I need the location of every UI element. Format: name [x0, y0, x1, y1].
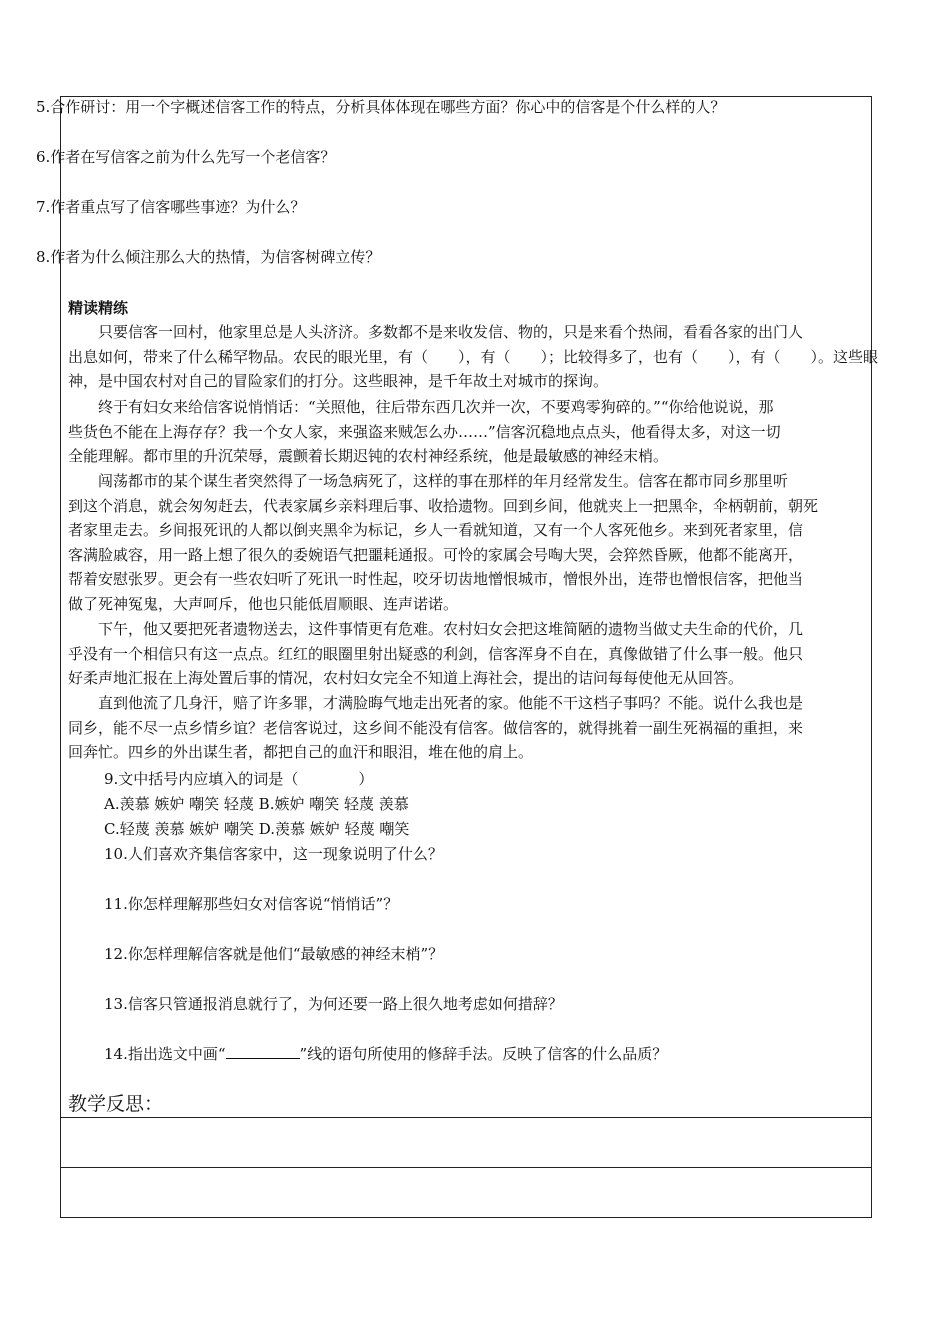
passage-line: 闯荡都市的某个谋生者突然得了一场急病死了，这样的事在那样的年月经常发生。信客在都市同乡那里听 — [68, 472, 789, 490]
passage-paragraph-1 — [68, 320, 879, 394]
passage-paragraph-2 — [68, 395, 866, 469]
passage-line: 神，是中国农村对自己的冒险家们的打分。这些眼神，是千年故土对城市的探询。 — [68, 372, 609, 391]
passage-paragraph-5 — [68, 691, 866, 765]
passage-line: 只要信客一回村，他家里总是人头济济。多数都不是来收发信、物的，只是来看个热闹，看看各家的出门人 — [68, 323, 804, 341]
question-14-prefix: 14.指出选文中画“ — [104, 1045, 226, 1063]
question-14-suffix: ”线的语句所使用的修辞手法。反映了信客的什么品质？ — [299, 1045, 668, 1063]
table-row-divider — [60, 1117, 872, 1118]
passage-line: 乎没有一个相信只有这一点点。红红的眼圈里射出疑惑的利剑，信客浑身不自在，真像做错了什么事一般。他只 — [68, 644, 804, 663]
passage-line: 出息如何，带来了什么稀罕物品。农民的眼光里，有（ ），有（ ）；比较得多了，也有（ ），有（ ）。这些眼 — [68, 347, 879, 366]
passage-line: 全能理解。都市里的升沉荣辱，震颤着长期迟钝的农村神经系统，他是最敏感的神经末梢。 — [68, 447, 669, 466]
passage-line: 同乡，能不尽一点乡情乡谊？老信客说过，这乡间不能没有信客。做信客的，就得挑着一副生死祸福的重担，来 — [68, 718, 804, 737]
passage-paragraph-3 — [68, 469, 866, 617]
passage-line: 些货色不能在上海存存？我一个女人家，来强盗来贼怎么办……”信客沉稳地点点头，他看得太多，对这一切 — [68, 422, 781, 441]
question-12: 12.你怎样理解信客就是他们“最敏感的神经末梢”？ — [104, 945, 444, 963]
question-13: 13.信客只管通报消息就行了，为何还要一路上很久地考虑如何措辞？ — [104, 995, 563, 1013]
section-heading: 精读精练 — [68, 299, 129, 317]
reflection-title: 教学反思： — [68, 1093, 164, 1115]
question-9-stem: 9.文中括号内应填入的词是（ ） — [104, 770, 374, 788]
question-9-options-ab: A.羡慕 嫉妒 嘲笑 轻蔑 B.嫉妒 嘲笑 轻蔑 羡慕 — [104, 795, 409, 813]
question-8: 8.作者为什么倾注那么大的热情，为信客树碑立传？ — [36, 248, 381, 266]
question-9-options-cd: C.轻蔑 羡慕 嫉妒 嘲笑 D.羡慕 嫉妒 轻蔑 嘲笑 — [104, 820, 410, 838]
question-5: 5.合作研讨：用一个字概述信客工作的特点，分析具体体现在哪些方面？你心中的信客是个什么样的人？ — [36, 98, 726, 116]
passage-line: 下午，他又要把死者遗物送去，这件事情更有危难。农村妇女会把这堆简陋的遗物当做丈夫生命的代价，几 — [68, 620, 804, 638]
passage-line: 做了死神冤鬼，大声呵斥，他也只能低眉顺眼、连声诺诺。 — [68, 594, 459, 613]
passage-line: 者家里走去。乡间报死讯的人都以倒夹黑伞为标记，乡人一看就知道，又有一个人客死他乡。来到死者家里，信 — [68, 521, 804, 540]
question-10: 10.人们喜欢齐集信客家中，这一现象说明了什么？ — [104, 845, 443, 863]
question-7: 7.作者重点写了信客哪些事迹？为什么？ — [36, 198, 306, 216]
question-6: 6.作者在写信客之前为什么先写一个老信客？ — [36, 148, 336, 166]
question-14 — [104, 1043, 667, 1065]
question-11: 11.你怎样理解那些妇女对信客说“悄悄话”？ — [104, 895, 399, 913]
passage-line: 到这个消息，就会匆匆赶去，代表家属乡亲料理后事、收拾遗物。回到乡间，他就夹上一把黑伞，伞柄朝前，朝死 — [68, 496, 819, 515]
passage-line: 直到他流了几身汗，赔了许多罪，才满脸晦气地走出死者的家。他能不干这档子事吗？不能。说什么我也是 — [68, 694, 804, 712]
passage-line: 客满脸戚容，用一路上想了很久的委婉语气把噩耗通报。可怜的家属会号啕大哭，会猝然昏厥，他都不能离开， — [68, 545, 804, 564]
passage-paragraph-4 — [68, 617, 866, 691]
table-row-divider — [60, 1167, 872, 1168]
passage-line: 终于有妇女来给信客说悄悄话：“关照他，往后带东西几次并一次，不要鸡零狗碎的。”“你给他说说，那 — [68, 398, 774, 416]
underline-sample — [226, 1044, 300, 1059]
passage-line: 回奔忙。四乡的外出谋生者，都把自己的血汗和眼泪，堆在他的肩上。 — [68, 743, 534, 762]
passage-line: 帮着安慰张罗。更会有一些农妇听了死讯一时性起，咬牙切齿地憎恨城市，憎恨外出，连带也憎恨信客，把他当 — [68, 570, 804, 589]
passage-line: 好柔声地汇报在上海处置后事的情况，农村妇女完全不知道上海社会，提出的诘问每每使他无从回答。 — [68, 669, 744, 688]
